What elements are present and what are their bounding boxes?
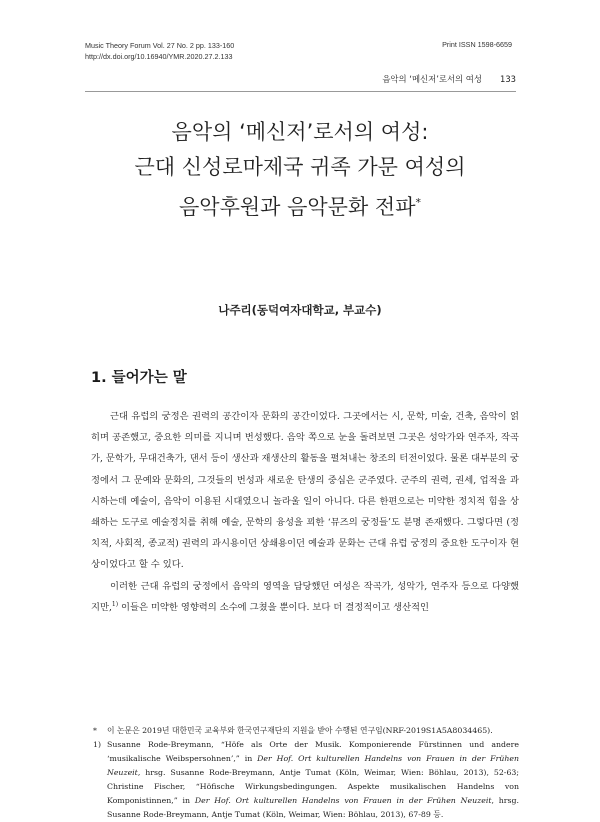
title-line-1: 음악의 ‘메신저’로서의 여성: xyxy=(171,120,429,144)
section-number: 1. xyxy=(91,370,107,386)
paragraph-2-start: 이러한 근대 유럽의 궁정에서 음악의 영역을 담당했던 여성은 작곡가, 성악가, 연주자 등으로 다양했지만, xyxy=(91,580,519,613)
journal-citation: Music Theory Forum Vol. 27 No. 2 pp. 133-160 xyxy=(85,41,235,50)
footnote-1-text xyxy=(107,738,519,822)
title-line-3 xyxy=(60,185,540,225)
author-line: 나주리(동덕여자대학교, 부교수) xyxy=(218,303,382,317)
footnote-1-book-title-1: Der Hof. Ort kulturellen Handelns von Frauen in der Frühen Neuzeit xyxy=(107,754,519,777)
journal-header xyxy=(85,40,234,62)
footnote-star xyxy=(89,724,519,738)
footnote-ref-1[interactable]: 1) xyxy=(111,600,119,608)
doi-link[interactable]: http://dx.doi.org/10.16940/YMR.2020.27.2.133 xyxy=(85,52,233,61)
page-number: 133 xyxy=(500,74,516,84)
footnote-1-mark: 1) xyxy=(93,740,102,749)
title-footnote-mark[interactable]: * xyxy=(415,196,421,209)
paragraph-2-end: 이들은 미약한 영향력의 소수에 그쳤을 뿐이다. 보다 더 결정적이고 생산적인 xyxy=(118,601,430,613)
paragraph-2 xyxy=(91,576,519,618)
footnote-star-mark: * xyxy=(93,726,97,735)
issn: Print ISSN 1598-6659 xyxy=(442,40,512,49)
title-line-2: 근대 신성로마제국 귀족 가문 여성의 xyxy=(134,155,466,179)
paragraph-1: 근대 유럽의 궁정은 권력의 공간이자 문화의 공간이었다. 그곳에서는 시, 문학, 미술, 건축, 음악이 얽히며 공존했고, 중요한 의미를 지니며 번성했다. 음악 쪽으로 눈을 돌려보면 그곳은 성악가와 연주자, 작곡가, 문학가, 무대건축가, 댄서 등이 생산과 재생산의 활동을 펼쳐내는 창조의 터전이었다. 물론 대부분의 궁정에서 그 문예와 문화의, 그것들의 번성과 새로운 탄생의 중심은 군주였다. 군주의 권력, 권세, 업적을 과시하는데 예술이, 음악이 이용된 시대였으니 놀라울 일이 아니다. 다른 한편으로는 미약한 정치적 힘을 상쇄하는 도구로 예술정치를 취해 예술, 문학의 융성을 꾀한 ‘뮤즈의 궁정들’도 분명 존재했다. 그렇다면 (정치적, 사회적, 종교적) 권력의 과시용이던 상쇄용이던 예술과 문화는 근대 유럽 궁정의 중요한 도구이자 현상이었다고 할 수 있다. xyxy=(91,411,519,571)
running-header xyxy=(382,73,516,85)
article-title xyxy=(60,115,540,225)
section-heading xyxy=(91,366,187,387)
title-line-3-text: 음악후원과 음악문화 전파 xyxy=(179,195,416,219)
footnote-star-text: 이 논문은 2019년 대한민국 교육부와 한국연구재단의 지원을 받아 수행된 연구임(NRF-2019S1A5A8034465). xyxy=(107,726,493,735)
footnotes xyxy=(89,724,519,822)
footnote-1-book-title-2: Der Hof. Ort kulturellen Handelns von Frauen in der Frühen Neuzeit xyxy=(194,796,492,805)
footnote-1-part-3: , hrsg. Susanne Rode-Breymann, Antje Tumat (Köln, Weimar, Wien: Böhlau, 2013), 67-89 등. xyxy=(107,796,519,819)
running-title: 음악의 ‘메신저’로서의 여성 xyxy=(382,74,482,84)
footnote-1-part-2: , hrsg. Susanne Rode-Breymann, Antje Tumat (Köln, Weimar, Wien: Böhlau, 2013), 52-63; Christine Fischer, “Höfische Wirkungsbedingungen. Aspekte musikalischen Handelns von Komponistinnen,” in xyxy=(107,768,519,805)
section-title: 들어가는 말 xyxy=(111,370,187,386)
body-text xyxy=(91,406,519,618)
header-rule xyxy=(85,91,516,92)
footnote-1 xyxy=(89,738,519,822)
footnote-1-part-1: Susanne Rode-Breymann, “Höfe als Orte der Musik. Komponierende Fürstinnen und andere ‘musikalische Weibspersohnen’,” in xyxy=(107,740,519,763)
